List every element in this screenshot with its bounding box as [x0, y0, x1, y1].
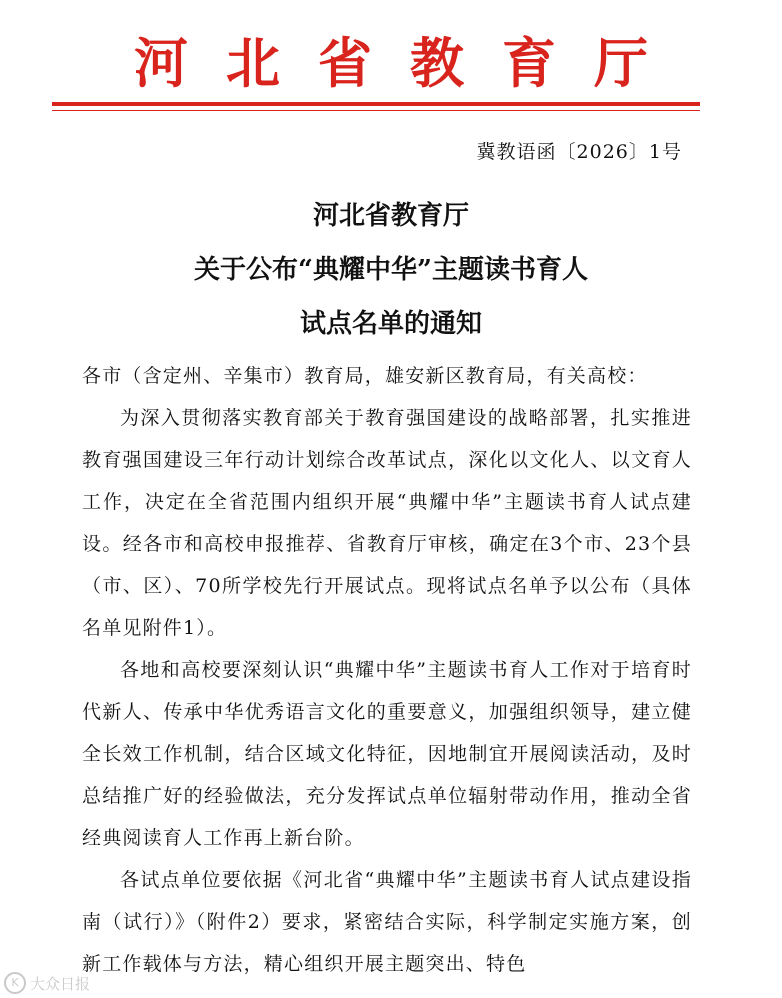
document-body — [82, 355, 692, 985]
paragraph: 各地和高校要深刻认识“典耀中华”主题读书育人工作对于培育时代新人、传承中华优秀语言文化的重要意义，加强组织领导，建立健全长效工作机制，结合区域文化特征，因地制宜开展阅读活动，及时总结推广好的经验做法，充分发挥试点单位辐射带动作用，推动全省经典阅读育人工作再上新台阶。 — [82, 659, 692, 849]
watermark — [4, 972, 90, 994]
title-line-2: 关于公布“典耀中华”主题读书育人 — [194, 255, 588, 285]
header-thin-rule — [52, 110, 700, 111]
paragraph: 为深入贯彻落实教育部关于教育强国建设的战略部署，扎实推进教育强国建设三年行动计划综合改革试点，深化以文化人、以文育人工作，决定在全省范围内组织开展“典耀中华”主题读书育人试点建设。经各市和高校申报推荐、省教育厅审核，确定在3个市、23个县（市、区）、70所学校先行开展试点。现将试点名单予以公布（具体名单见附件1）。 — [82, 407, 692, 639]
title-line-3: 试点名单的通知 — [299, 309, 482, 339]
paragraph: 各试点单位要依据《河北省“典耀中华”主题读书育人试点建设指南（试行）》（附件2）要求，紧密结合实际，科学制定实施方案，创新工作载体与方法，精心组织开展主题突出、特色 — [82, 869, 692, 975]
agency-header: 河北省教育厅 — [134, 31, 686, 95]
header-thick-rule — [52, 102, 700, 106]
watermark-text: 大众日报 — [30, 974, 91, 993]
watermark-logo-icon: K — [4, 972, 26, 994]
salutation: 各市（含定州、辛集市）教育局，雄安新区教育局，有关高校： — [82, 365, 648, 387]
title-line-1: 河北省教育厅 — [312, 201, 469, 231]
document-number: 冀教语函〔2026〕1号 — [476, 141, 682, 163]
